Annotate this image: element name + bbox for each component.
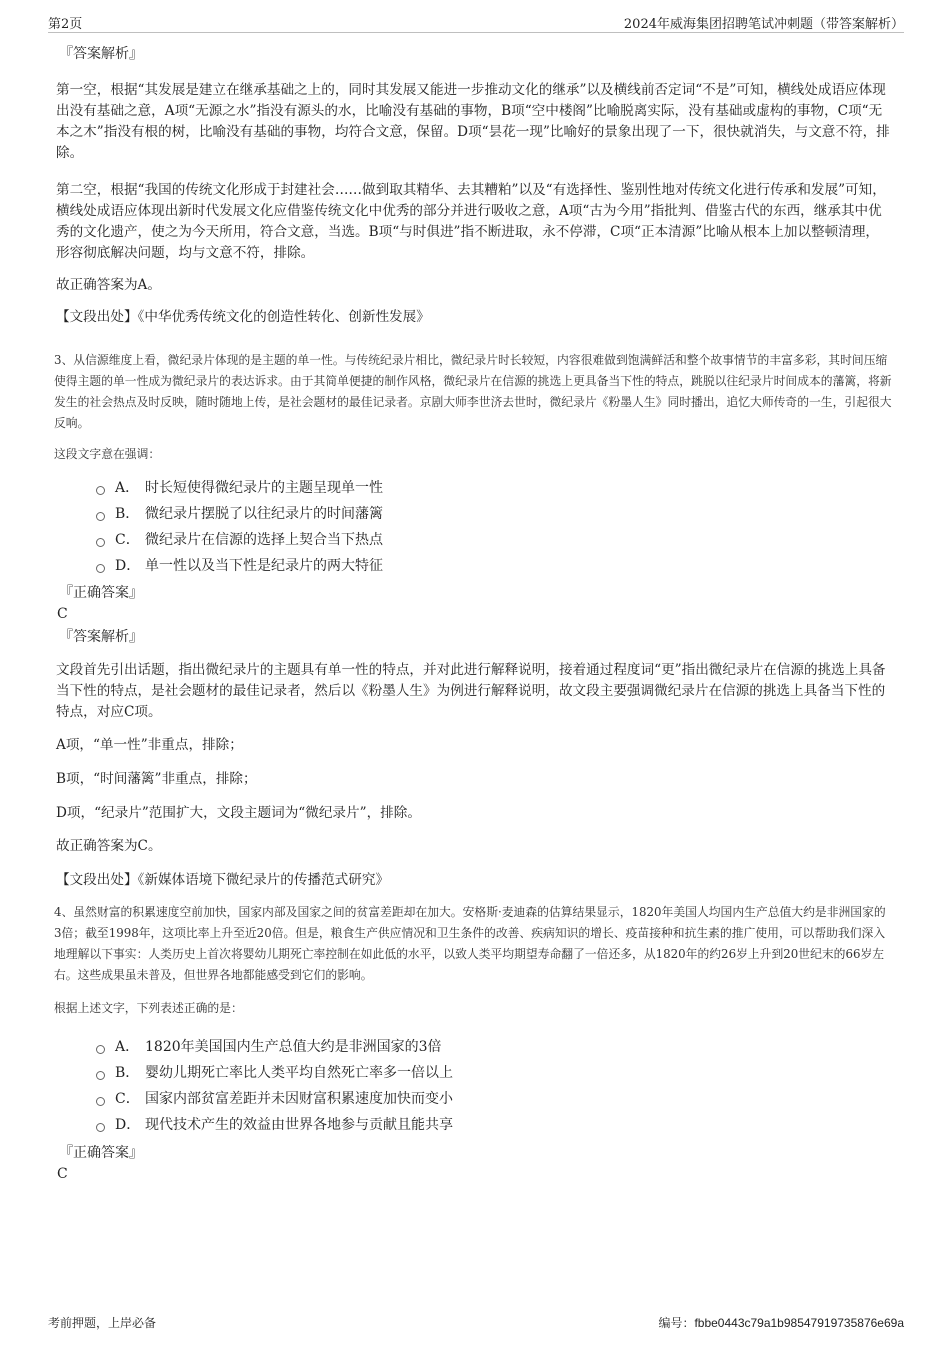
correct-answer: C [57, 1166, 68, 1182]
page-header [48, 12, 904, 33]
page-footer [48, 1312, 904, 1332]
option-a[interactable] [96, 1033, 892, 1059]
radio-icon[interactable] [96, 564, 105, 573]
option-key: B． [115, 1065, 140, 1081]
options-list [56, 1033, 892, 1137]
question-3 [56, 350, 892, 890]
section1 [56, 44, 892, 327]
option-c[interactable] [96, 1085, 892, 1111]
option-text: 现代技术产生的效益由世界各地参与贡献且能共享 [145, 1117, 453, 1133]
option-key: C． [115, 1091, 140, 1107]
option-c[interactable] [96, 526, 892, 552]
question-4 [56, 902, 892, 1184]
radio-icon[interactable] [96, 512, 105, 521]
option-d[interactable] [96, 1111, 892, 1137]
note-b: B项，“时间藩篱”非重点，排除； [56, 771, 257, 787]
option-b[interactable] [96, 500, 892, 526]
document-body [56, 44, 892, 1184]
option-key: D． [115, 558, 141, 574]
option-b[interactable] [96, 1059, 892, 1085]
option-a[interactable] [96, 474, 892, 500]
source-citation: 【文段出处】《新媒体语境下微纪录片的传播范式研究》 [56, 872, 390, 888]
note-d: D项，“纪录片”范围扩大，文段主题词为“微纪录片”，排除。 [56, 805, 421, 821]
correct-answer: C [57, 606, 68, 622]
conclusion: 故正确答案为C。 [56, 838, 162, 854]
option-key: D． [115, 1117, 141, 1133]
correct-answer-label: 『正确答案』 [59, 585, 143, 601]
radio-icon[interactable] [96, 1097, 105, 1106]
option-text: 国家内部贫富差距并未因财富积累速度加快而变小 [145, 1091, 453, 1107]
document-id: 编号：fbbe0443c79a1b98547919735876e69a [658, 1315, 904, 1330]
option-key: B． [115, 506, 140, 522]
question-prompt: 根据上述文字，下列表述正确的是： [54, 1001, 243, 1015]
analysis-paragraph-1: 第一空，根据“其发展是建立在继承基础之上的，同时其发展又能进一步推动文化的继承”以及横线前否定词“不是”可知，横线处成语应体现出没有基础之意，A项“无源之水”指没有源头的水，比喻没有基础的事物，B项“空中楼阁”比喻脱离实际，没有基础或虚构的事物，C项“无本之木”指没有根的树，比喻没有基础的事物，均符合文意，保留。D项“昙花一现”比喻好的景象出现了一下，很快就消失，与文意不符，排除。 [56, 82, 890, 161]
option-d[interactable] [96, 552, 892, 578]
radio-icon[interactable] [96, 1123, 105, 1132]
question-prompt: 这段文字意在强调： [54, 447, 161, 461]
option-key: C． [115, 532, 140, 548]
radio-icon[interactable] [96, 1045, 105, 1054]
analysis-label: 『答案解析』 [59, 46, 143, 62]
document-title: 2024年威海集团招聘笔试冲刺题（带答案解析） [623, 16, 904, 32]
footer-slogan: 考前押题，上岸必备 [48, 1315, 157, 1330]
analysis-paragraph: 文段首先引出话题，指出微纪录片的主题具有单一性的特点，并对此进行解释说明，接着通过程度词“更”指出微纪录片在信源的挑选上具备当下性的特点，是社会题材的最佳记录者，然后以《粉墨人生》为例进行解释说明，故文段主要强调微纪录片在信源的挑选上具备当下性的特点，对应C项。 [56, 662, 886, 720]
correct-answer-label: 『正确答案』 [59, 1145, 143, 1161]
option-text: 单一性以及当下性是纪录片的两大特征 [145, 558, 383, 574]
question-text: 4、虽然财富的积累速度空前加快，国家内部及国家之间的贫富差距却在加大。安格斯·麦迪森的估算结果显示，1820年美国人均国内生产总值大约是非洲国家的3倍；截至1998年，这项比率上升至近20倍。但是，粮食生产供应情况和卫生条件的改善、疾病知识的增长、疫苗接种和抗生素的推广使用，可以帮助我们深入地理解以下事实：人类历史上首次将婴幼儿期死亡率控制在如此低的水平，以致人类平均期望寿命翻了一倍还多，从1820年的约26岁上升到20世纪末的66岁左右。这些成果虽未普及，但世界各地都能感受到它们的影响。 [54, 905, 886, 982]
radio-icon[interactable] [96, 486, 105, 495]
option-text: 微纪录片在信源的选择上契合当下热点 [145, 532, 383, 548]
note-a: A项，“单一性”非重点，排除； [56, 737, 243, 753]
question-text: 3、从信源维度上看，微纪录片体现的是主题的单一性。与传统纪录片相比，微纪录片时长较短，内容很难做到饱满鲜活和整个故事情节的丰富多彩，其时间压缩使得主题的单一性成为微纪录片的表达诉求。由于其简单便捷的制作风格，微纪录片在信源的挑选上更具备当下性的特点，跳脱以往纪录片时间成本的藩篱，将新发生的社会热点及时反映，随时随地上传，是社会题材的最佳记录者。京剧大师李世济去世时，微纪录片《粉墨人生》同时播出，追忆大师传奇的一生，引起很大反响。 [54, 353, 892, 430]
option-text: 时长短使得微纪录片的主题呈现单一性 [145, 480, 383, 496]
analysis-paragraph-2: 第二空，根据“我国的传统文化形成于封建社会……做到取其精华、去其糟粕”以及“有选择性、鉴别性地对传统文化进行传承和发展”可知，横线处成语应体现出新时代发展文化应借鉴传统文化中优秀的部分并进行吸收之意，A项“古为今用”指批判、借鉴古代的东西，继承其中优秀的文化遗产，使之为今天所用，符合文意，当选。B项“与时俱进”指不断进取，永不停滞，C项“正本清源”比喻从根本上加以整顿清理，形容彻底解决问题，均与文意不符，排除。 [56, 182, 886, 261]
option-key: A． [115, 480, 140, 496]
page-number: 第2页 [48, 16, 83, 32]
source-citation: 【文段出处】《中华优秀传统文化的创造性转化、创新性发展》 [56, 309, 430, 325]
option-text: 微纪录片摆脱了以往纪录片的时间藩篱 [145, 506, 383, 522]
radio-icon[interactable] [96, 538, 105, 547]
option-text: 婴幼儿期死亡率比人类平均自然死亡率多一倍以上 [145, 1065, 453, 1081]
conclusion: 故正确答案为A。 [56, 277, 161, 293]
analysis-label: 『答案解析』 [59, 629, 143, 645]
option-key: A． [115, 1039, 140, 1055]
radio-icon[interactable] [96, 1071, 105, 1080]
option-text: 1820年美国国内生产总值大约是非洲国家的3倍 [145, 1039, 442, 1055]
options-list [56, 474, 892, 578]
